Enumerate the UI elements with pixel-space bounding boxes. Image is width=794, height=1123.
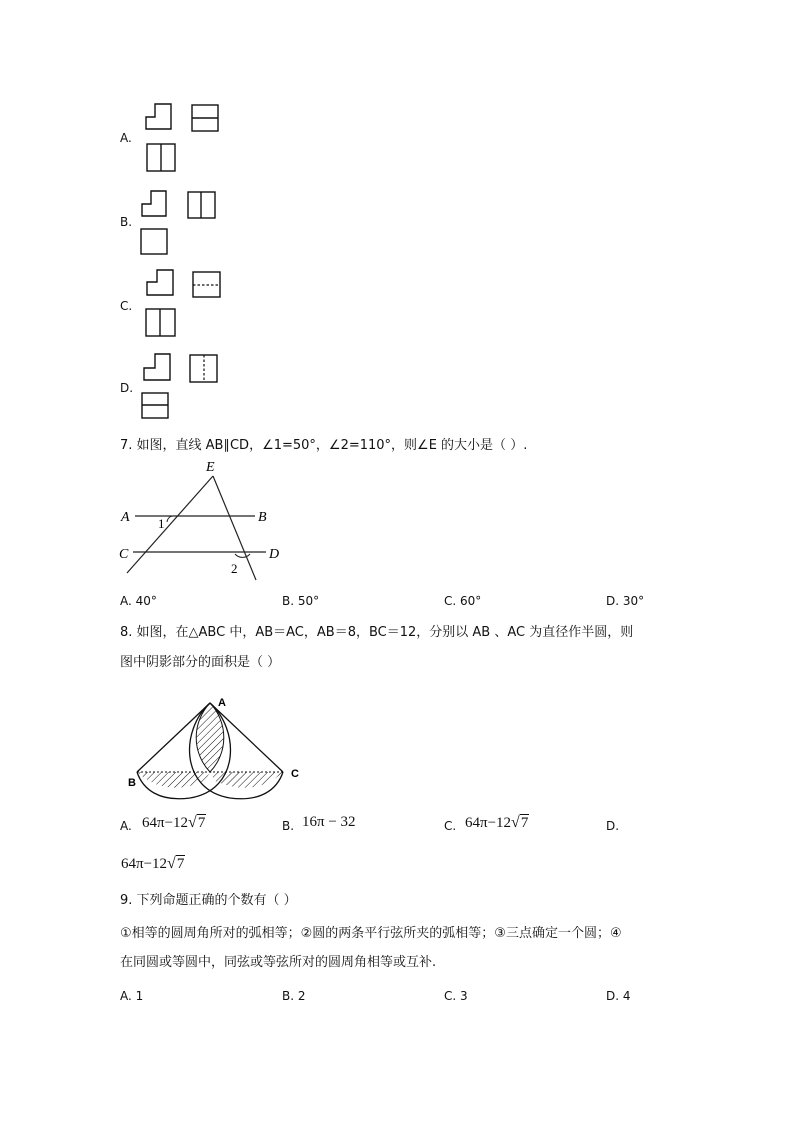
q8-option-c-label: C. xyxy=(444,819,457,833)
q8-option-d-expr: 64π−12√7 xyxy=(121,855,185,872)
q6-option-a-label: A. xyxy=(120,131,132,145)
q8-option-c-expr-prefix: 64π−12 xyxy=(465,815,512,831)
label-c: C xyxy=(291,768,299,780)
q7-option-d: D. 30° xyxy=(606,594,645,608)
q9-option-a: A. 1 xyxy=(120,989,144,1003)
label-e: E xyxy=(206,460,215,475)
q8-option-c-expr: 64π−12√7 xyxy=(465,814,529,831)
label-a: A xyxy=(121,510,130,525)
q8-option-a-radicand: 7 xyxy=(197,815,206,831)
q9-option-b: B. 2 xyxy=(282,989,306,1003)
q6-option-d-label: D. xyxy=(120,381,134,395)
q7-option-b: B. 50° xyxy=(282,594,320,608)
label-d: D xyxy=(269,547,280,562)
q8-option-a-expr: 64π−12√7 xyxy=(142,814,206,831)
q7-option-a: A. 40° xyxy=(120,594,157,608)
q8-option-d-expr-prefix: 64π−12 xyxy=(121,856,168,872)
label-a: A xyxy=(218,697,226,709)
q6-option-c-label: C. xyxy=(120,299,133,313)
q9-option-c: C. 3 xyxy=(444,989,468,1003)
q7-stem: 7. 如图，直线 AB∥CD，∠1=50°，∠2=110°，则∠E 的大小是（ ）. xyxy=(120,438,528,453)
q8-option-c-radicand: 7 xyxy=(520,815,529,831)
q8-option-d-radicand: 7 xyxy=(176,856,185,872)
q8-option-a-label: A. xyxy=(120,819,132,833)
q9-body-line1: ①相等的圆周角所对的弧相等；②圆的两条平行弦所夹的弧相等；③三点确定一个圆；④ xyxy=(120,926,622,941)
q8-option-a-expr-prefix: 64π−12 xyxy=(142,815,189,831)
q8-option-b-label: B. xyxy=(282,819,295,833)
q8-option-b-expr: 16π − 32 xyxy=(302,814,356,830)
q9-stem: 9. 下列命题正确的个数有（ ） xyxy=(120,893,297,908)
q9-option-d: D. 4 xyxy=(606,989,631,1003)
q8-option-d-label: D. xyxy=(606,819,620,833)
q7-option-c: C. 60° xyxy=(444,594,482,608)
label-c: C xyxy=(119,547,129,562)
q8-stem-line1: 8. 如图，在△ABC 中，AB＝AC，AB＝8，BC＝12，分别以 AB 、AC 为直径作半圆，则 xyxy=(120,625,634,640)
label-b: B xyxy=(128,777,136,789)
label-angle-2: 2 xyxy=(231,561,238,576)
label-b: B xyxy=(258,510,267,525)
q8-stem-line2: 图中阴影部分的面积是（ ） xyxy=(120,655,281,670)
q6-option-b-label: B. xyxy=(120,215,133,229)
q9-body-line2: 在同圆或等圆中，同弦或等弦所对的圆周角相等或互补. xyxy=(120,955,437,970)
label-angle-1: 1 xyxy=(158,516,165,531)
